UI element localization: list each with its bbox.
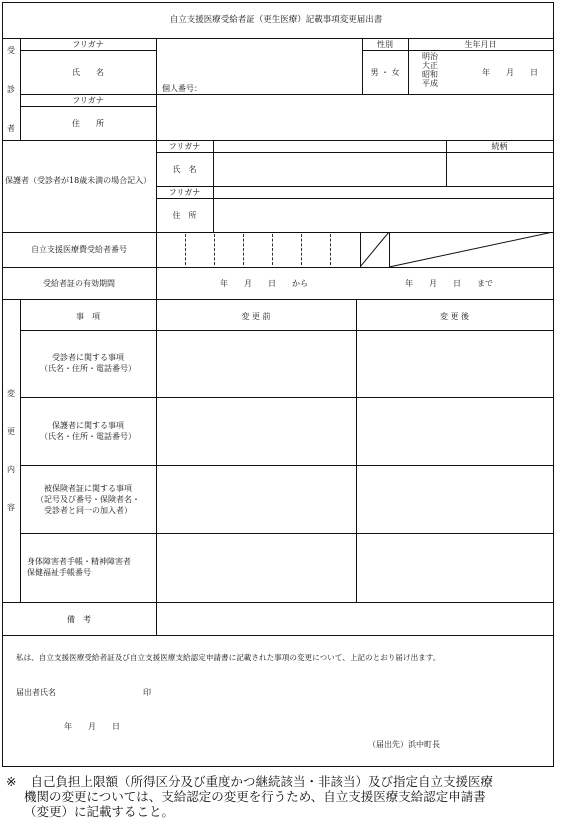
patient-address-label: 住 所: [72, 119, 104, 128]
changes-section-label-4: 容: [7, 503, 15, 512]
grid-line: [2, 635, 554, 636]
grid-line: [156, 267, 157, 299]
seal-mark: 印: [143, 688, 151, 697]
guardian-name-label: 氏 名: [172, 165, 197, 174]
patient-address-field[interactable]: [157, 95, 553, 140]
guardian-label: 保護者（受診者が18歳未満の場合記入）: [5, 176, 152, 185]
row3-before-field[interactable]: [157, 466, 356, 533]
applicant-label: 届出者氏名: [16, 688, 56, 697]
validity-to[interactable]: 年 月 日 まで: [405, 279, 493, 288]
patient-furigana-label: フリガナ: [72, 40, 104, 49]
row2-after-field[interactable]: [357, 398, 553, 465]
personal-number-label: 個人番号：: [162, 84, 202, 93]
patient-section-label-3: 者: [7, 124, 15, 133]
patient-section-label-1: 受: [7, 46, 15, 55]
grid-line: [2, 299, 554, 300]
row4-before-field[interactable]: [157, 534, 356, 602]
row4-line1: 身体障害者手帳・精神障害者: [27, 557, 131, 566]
grid-line: [20, 50, 157, 51]
patient-section-label-2: 診: [7, 85, 15, 94]
patient-address-furigana-label: フリガナ: [72, 96, 104, 105]
grid-line: [20, 299, 21, 602]
outer-border-left: [2, 2, 3, 767]
row3-line2: （記号及び番号・保険者名・: [36, 495, 140, 504]
row4-line2: 保健福祉手帳番号: [27, 568, 91, 577]
header-item: 事 項: [76, 312, 100, 321]
guardian-relation-label: 続柄: [491, 142, 508, 151]
footnote: [6, 774, 569, 819]
era-heisei[interactable]: 平成: [422, 79, 438, 88]
header-after: 変 更 後: [439, 312, 470, 321]
validity-label: 受給者証の有効期間: [43, 279, 115, 288]
grid-line: [20, 106, 157, 107]
guardian-address-field[interactable]: [214, 187, 553, 232]
header-before: 変 更 前: [241, 312, 271, 321]
guardian-address-label: 住 所: [172, 211, 197, 220]
remarks-field[interactable]: [157, 603, 553, 635]
diagonal-strike-lines: [360, 232, 554, 268]
row3-after-field[interactable]: [357, 466, 553, 533]
submit-to: （届出先）浜中町長: [368, 740, 440, 749]
birthdate-label: 生年月日: [464, 40, 497, 49]
patient-name-field[interactable]: [157, 39, 362, 94]
guardian-relation-field[interactable]: [447, 153, 553, 186]
row3-line3: 受診者と同一の加入者）: [44, 506, 132, 515]
validity-from[interactable]: 年 月 日 から: [220, 279, 308, 288]
era-taisho[interactable]: 大正: [422, 61, 438, 70]
row2-line2: （氏名・住所・電話番号）: [40, 432, 136, 441]
row1-before-field[interactable]: [157, 331, 356, 397]
declaration-text: 私は、自立支援医療受給者証及び自立支援医療支給認定申請書に記載された事項の変更について、上記のとおり届け出ます。: [16, 653, 441, 662]
recipient-number-label: 自立支援医療費受給者番号: [31, 245, 127, 254]
outer-border-right: [553, 2, 554, 767]
row2-before-field[interactable]: [157, 398, 356, 465]
birthdate-format[interactable]: 年 月 日: [482, 68, 538, 77]
outer-border-bottom: [2, 766, 554, 767]
remarks-label: 備 考: [67, 615, 91, 624]
changes-section-label-2: 更: [7, 427, 15, 436]
guardian-address-furigana-label: フリガナ: [168, 188, 201, 197]
guardian-furigana-label: フリガナ: [168, 142, 201, 151]
changes-section-label-1: 変: [7, 389, 15, 398]
footnote-line3: （変更）に記載すること。: [24, 804, 175, 819]
recipient-number-field[interactable]: [157, 233, 360, 267]
row2-line1: 保護者に関する事項: [52, 421, 124, 430]
row1-line1: 受診者に関する事項: [52, 353, 124, 362]
gender-options[interactable]: 男 ・ 女: [370, 68, 400, 77]
era-meiji[interactable]: 明治: [422, 52, 438, 61]
outer-border-top: [2, 2, 554, 3]
row3-line1: 被保険者証に関する事項: [44, 484, 132, 493]
row4-after-field[interactable]: [357, 534, 553, 602]
grid-line: [362, 50, 554, 51]
gender-label: 性別: [377, 40, 393, 49]
era-showa[interactable]: 昭和: [422, 70, 438, 79]
row1-line2: （氏名・住所・電話番号）: [40, 364, 136, 373]
declaration-date[interactable]: 年 月 日: [64, 722, 120, 731]
applicant-name-field[interactable]: [70, 684, 136, 698]
footnote-line1: 自己負担上限額（所得区分及び重度かつ継続該当・非該当）及び指定自立支援医療: [30, 774, 493, 789]
form-title: 自立支援医療受給者証（更生医療）記載事項変更届出書: [169, 15, 383, 25]
changes-section-label-3: 内: [7, 465, 15, 474]
guardian-name-field[interactable]: [214, 141, 446, 186]
footnote-mark: ※: [6, 774, 17, 789]
row1-after-field[interactable]: [357, 331, 553, 397]
patient-name-label: 氏 名: [72, 68, 104, 77]
footnote-line2: 機関の変更については、支給認定の変更を行うため、自立支援医療支給認定申請書: [24, 789, 486, 804]
